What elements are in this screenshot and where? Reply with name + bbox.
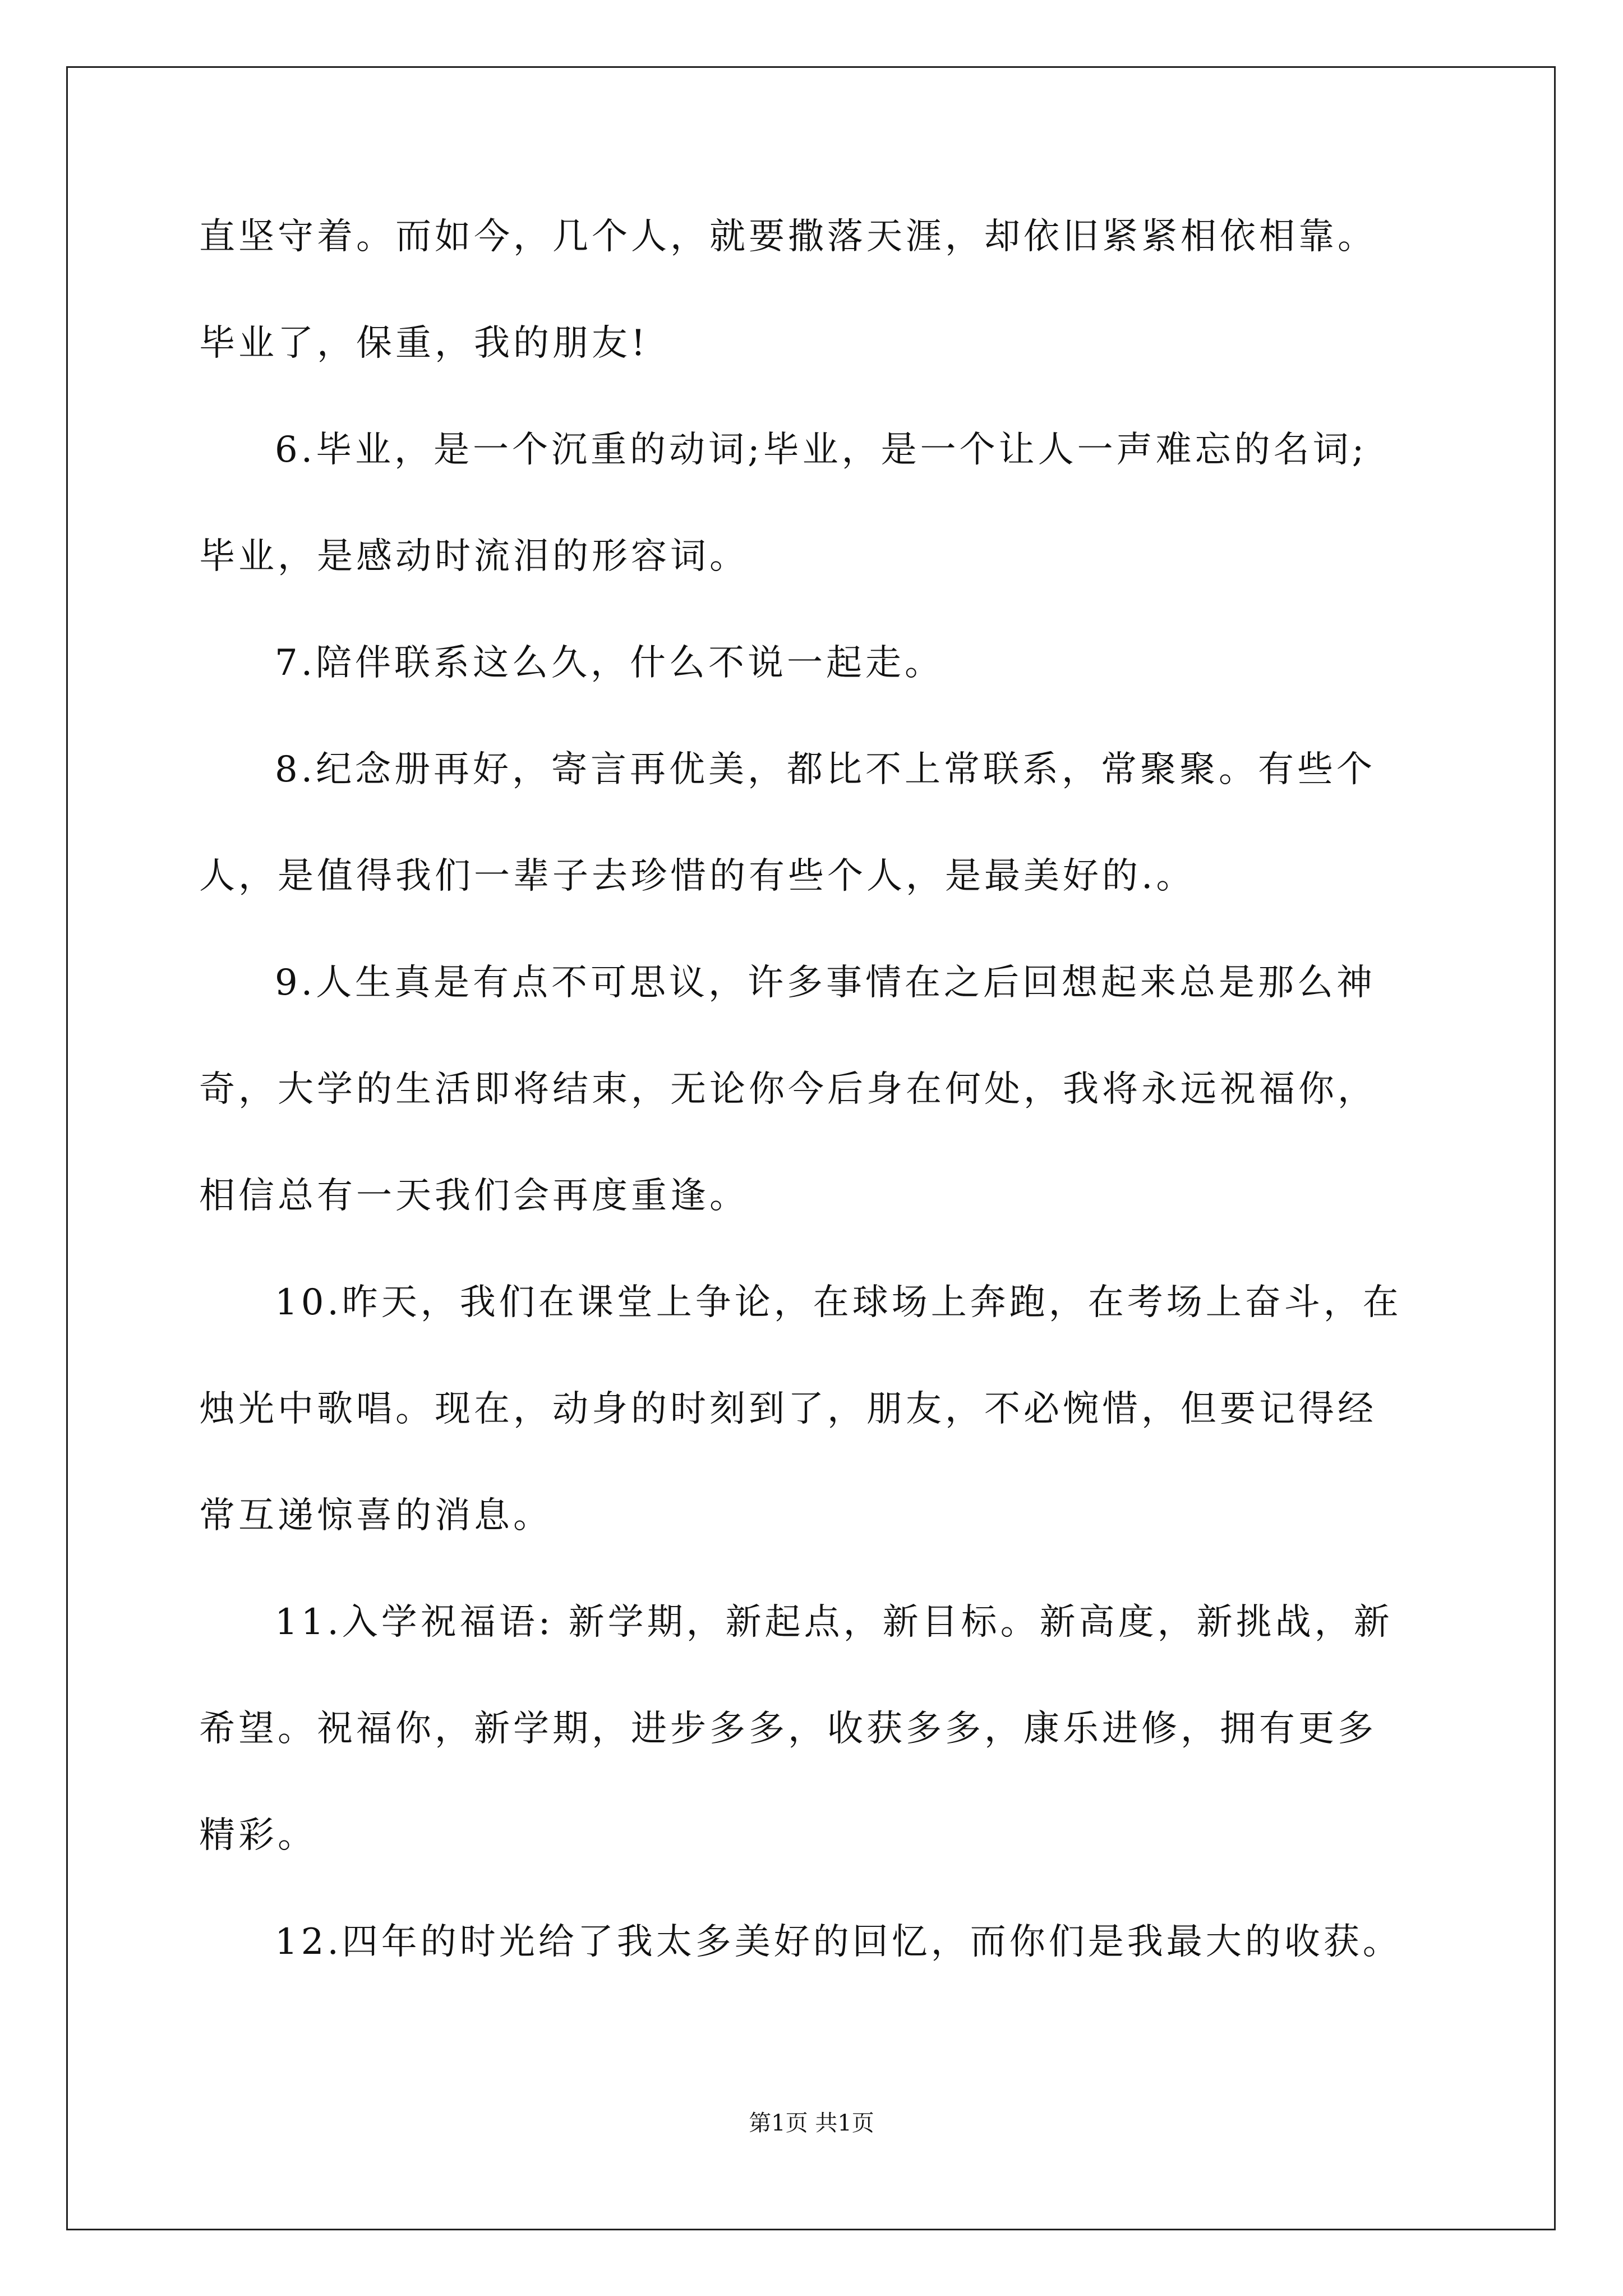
text-line: 毕业了，保重，我的朋友! [199,323,649,364]
text-line: 烛光中歌唱。现在，动身的时刻到了，朋友，不必惋惜，但要记得经 [199,1388,1377,1430]
text-line: 相信总有一天我们会再度重逢。 [199,1175,749,1217]
text-line: 奇，大学的生活即将结束，无论你今后身在何处，我将永远祝福你， [199,1069,1377,1110]
text-line: 希望。祝福你，新学期，进步多多，收获多多，康乐进修，拥有更多 [199,1708,1377,1750]
text-line: 11.入学祝福语: 新学期，新起点，新目标。新高度，新挑战，新 [275,1602,1393,1643]
text-line: 12.四年的时光给了我太多美好的回忆，而你们是我最大的收获。 [275,1921,1402,1963]
page-border [66,66,1556,2230]
text-line: 直坚守着。而如今，几个人，就要撒落天涯，却依旧紧紧相依相靠。 [199,216,1377,257]
text-line: 7.陪伴联系这么久，什么不说一起走。 [275,642,944,684]
text-line: 8.纪念册再好，寄言再优美，都比不上常联系，常聚聚。有些个 [275,749,1376,790]
text-line: 6.毕业，是一个沉重的动词;毕业，是一个让人一声难忘的名词; [275,429,1368,471]
text-line: 10.昨天，我们在课堂上争论，在球场上奔跑，在考场上奋斗，在 [275,1282,1402,1323]
text-line: 常互递惊喜的消息。 [199,1495,552,1536]
text-line: 毕业，是感动时流泪的形容词。 [199,536,749,577]
page-number-footer: 第1页 共1页 [749,2110,874,2136]
text-line: 精彩。 [199,1815,317,1856]
text-line: 9.人生真是有点不可思议，许多事情在之后回想起来总是那么神 [275,962,1376,1004]
text-line: 人，是值得我们一辈子去珍惜的有些个人，是最美好的.。 [199,855,1196,897]
